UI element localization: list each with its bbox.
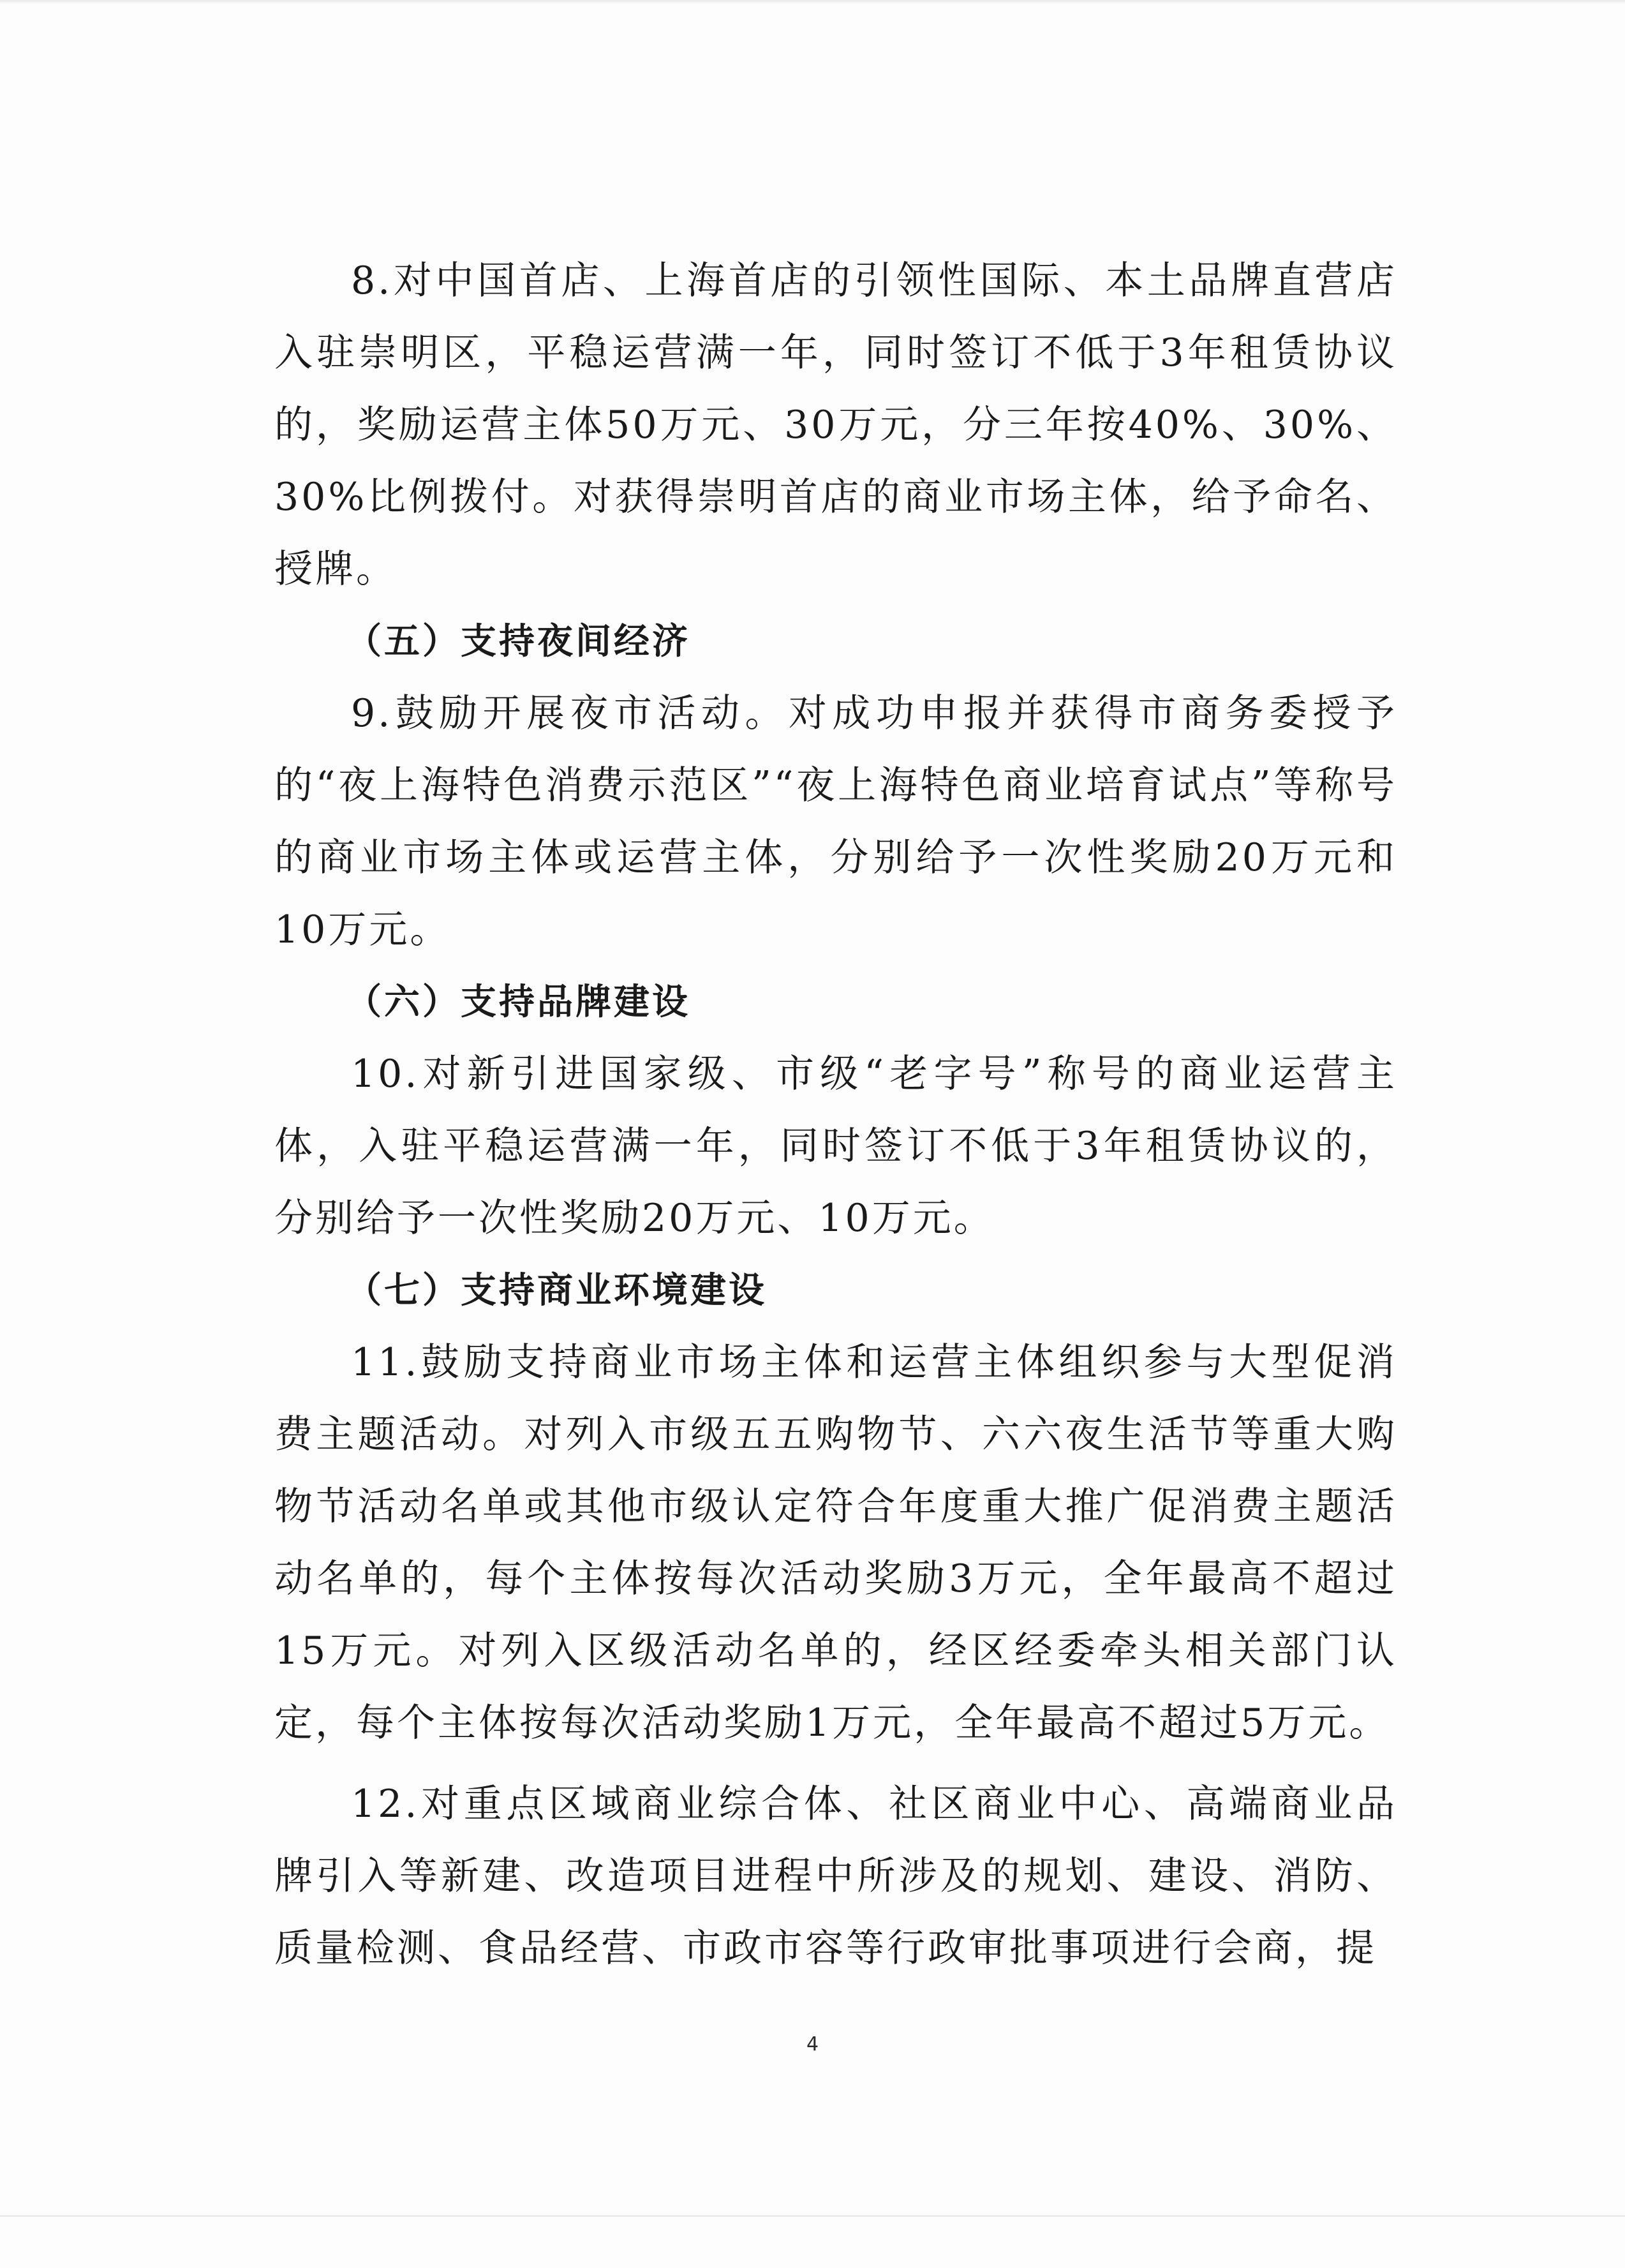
scan-edge-bottom bbox=[0, 2215, 1625, 2217]
paragraph-item-8: 8.对中国首店、上海首店的引领性国际、本土品牌直营店入驻崇明区，平稳运营满一年，同时签订不低于3年租赁协议的，奖励运营主体50万元、30万元，分三年按40%、30%、30%比例拨付。对获得崇明首店的商业市场主体，给予命名、授牌。 bbox=[274, 258, 1397, 592]
section-heading-6: （六）支持品牌建设 bbox=[346, 981, 690, 1023]
paragraph-item-9: 9.鼓励开展夜市活动。对成功申报并获得市商务委授予的“夜上海特色消费示范区”“夜上海特色商业培育试点”等称号的商业市场主体或运营主体，分别给予一次性奖励20万元和10万元。 bbox=[274, 691, 1397, 952]
page-number: 4 bbox=[806, 2033, 819, 2055]
section-heading-5: （五）支持夜间经济 bbox=[346, 621, 690, 662]
paragraph-item-11: 11.鼓励支持商业市场主体和运营主体组织参与大型促消费主题活动。对列入市级五五购物节、六六夜生活节等重大购物节活动名单或其他市级认定符合年度重大推广促消费主题活动名单的，每个主体按每次活动奖励3万元，全年最高不超过15万元。对列入区级活动名单的，经区经委牵头相关部门认定，每个主体按每次活动奖励1万元，全年最高不超过5万元。 bbox=[274, 1340, 1397, 1745]
paragraph-item-10: 10.对新引进国家级、市级“老字号”称号的商业运营主体，入驻平稳运营满一年，同时签订不低于3年租赁协议的，分别给予一次性奖励20万元、10万元。 bbox=[274, 1052, 1397, 1241]
scan-edge-top bbox=[0, 0, 1625, 4]
section-heading-7: （七）支持商业环境建设 bbox=[346, 1270, 767, 1311]
paragraph-item-12: 12.对重点区域商业综合体、社区商业中心、高端商业品牌引入等新建、改造项目进程中所涉及的规划、建设、消防、质量检测、食品经营、市政市容等行政审批事项进行会商，提 bbox=[274, 1782, 1397, 1971]
document-body bbox=[274, 245, 1397, 1985]
